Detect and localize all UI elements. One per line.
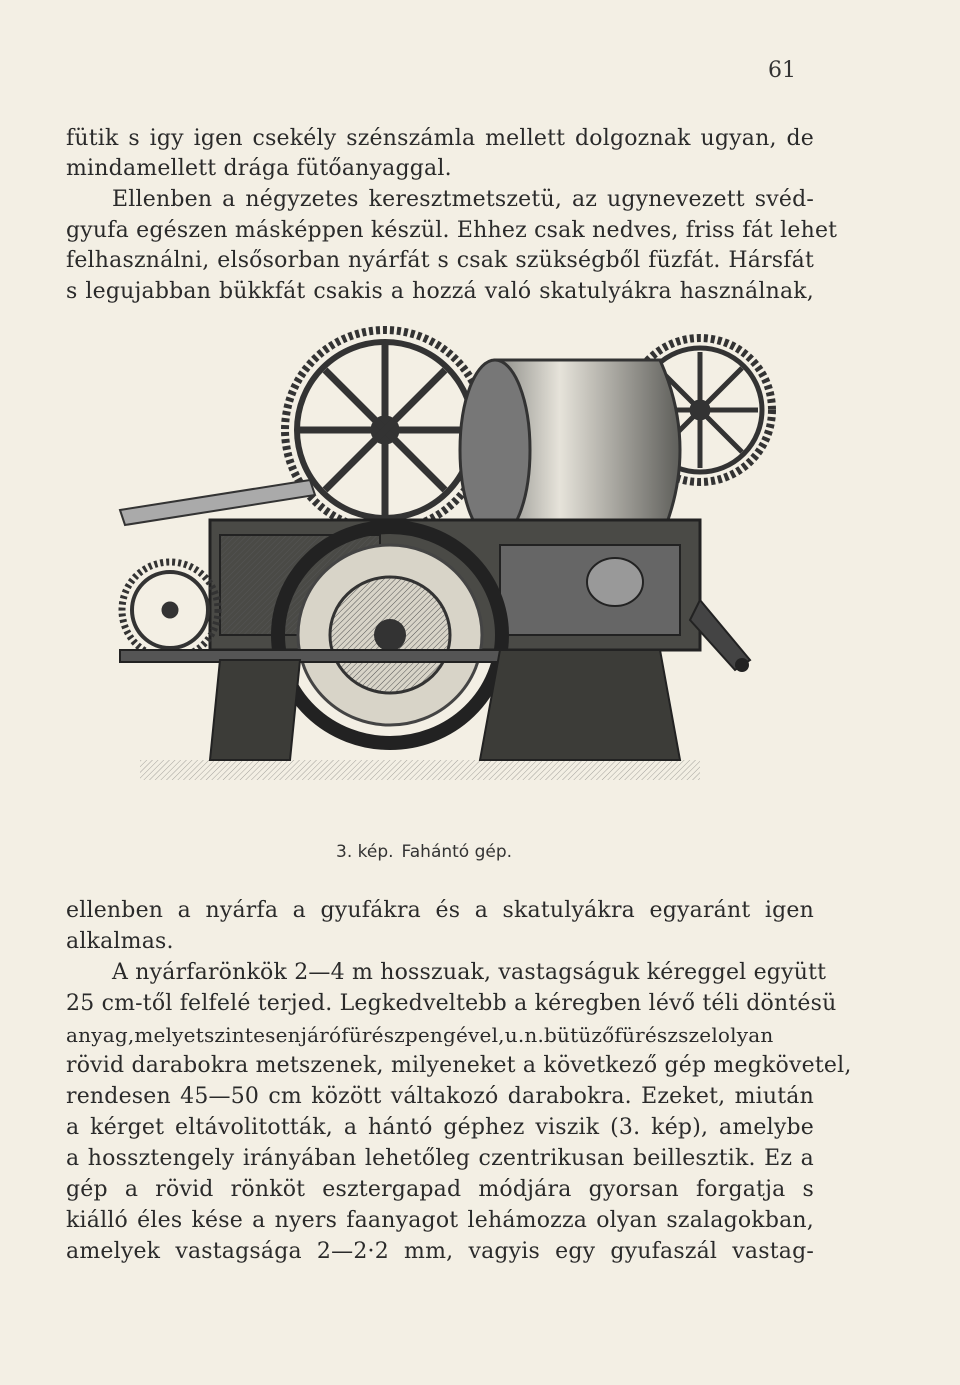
text-line: felhasználni, elsősorban nyárfát s csak szükségből füzfát. Hársfát <box>66 248 814 273</box>
text-line: ellenben a nyárfa a gyufákra és a skatulyákra egyaránt igen <box>66 898 814 923</box>
text-line: a hossztengely irányában lehetőleg czentrikusan beillesztik. Ez a <box>66 1146 814 1171</box>
text-line: Ellenben a négyzetes keresztmetszetü, az ugynevezett svéd- <box>112 187 814 212</box>
text-line: rendesen 45—50 cm között váltakozó darabokra. Ezeket, miután <box>66 1084 814 1109</box>
page-number: 61 <box>768 58 796 83</box>
figure-title: Fahántó gép. <box>401 842 513 862</box>
text-line: fütik s igy igen csekély szénszámla mellett dolgoznak ugyan, de <box>66 126 814 151</box>
text-line: gyufa egészen másképpen készül. Ehhez csak nedves, friss fát lehet <box>66 218 838 243</box>
text-line: 25 cm-től felfelé terjed. Legkedveltebb a kéregben lévő téli döntésü <box>66 991 837 1016</box>
wood-peeling-machine-illustration <box>100 320 800 835</box>
text-line: alkalmas. <box>66 929 174 954</box>
figure-number: 3. kép. <box>336 842 394 862</box>
text-line: rövid darabokra metszenek, milyeneket a következő gép megkövetel, <box>66 1053 852 1078</box>
machine-engraving <box>100 320 800 835</box>
figure-caption <box>336 842 520 862</box>
text-line: kiálló éles kése a nyers faanyagot lehámozza olyan szalagokban, <box>66 1208 814 1233</box>
text-line: mindamellett drága fütőanyaggal. <box>66 156 452 181</box>
text-line: A nyárfarönkök 2—4 m hosszuak, vastagságuk kéreggel együtt <box>112 960 827 985</box>
text-line: a kérget eltávolitották, a hántó géphez viszik (3. kép), amelybe <box>66 1115 814 1140</box>
text-line: amelyek vastagsága 2—2·2 mm, vagyis egy gyufaszál vastag- <box>66 1239 814 1264</box>
text-line: anyag,melyetszintesenjárófürészpengével,u.n.bütüzőfürészszelolyan <box>66 1023 774 1047</box>
text-line: gép a rövid rönköt esztergapad módjára gyorsan forgatja s <box>66 1177 814 1202</box>
text-line: s legujabban bükkfát csakis a hozzá való skatulyákra használnak, <box>66 279 814 304</box>
